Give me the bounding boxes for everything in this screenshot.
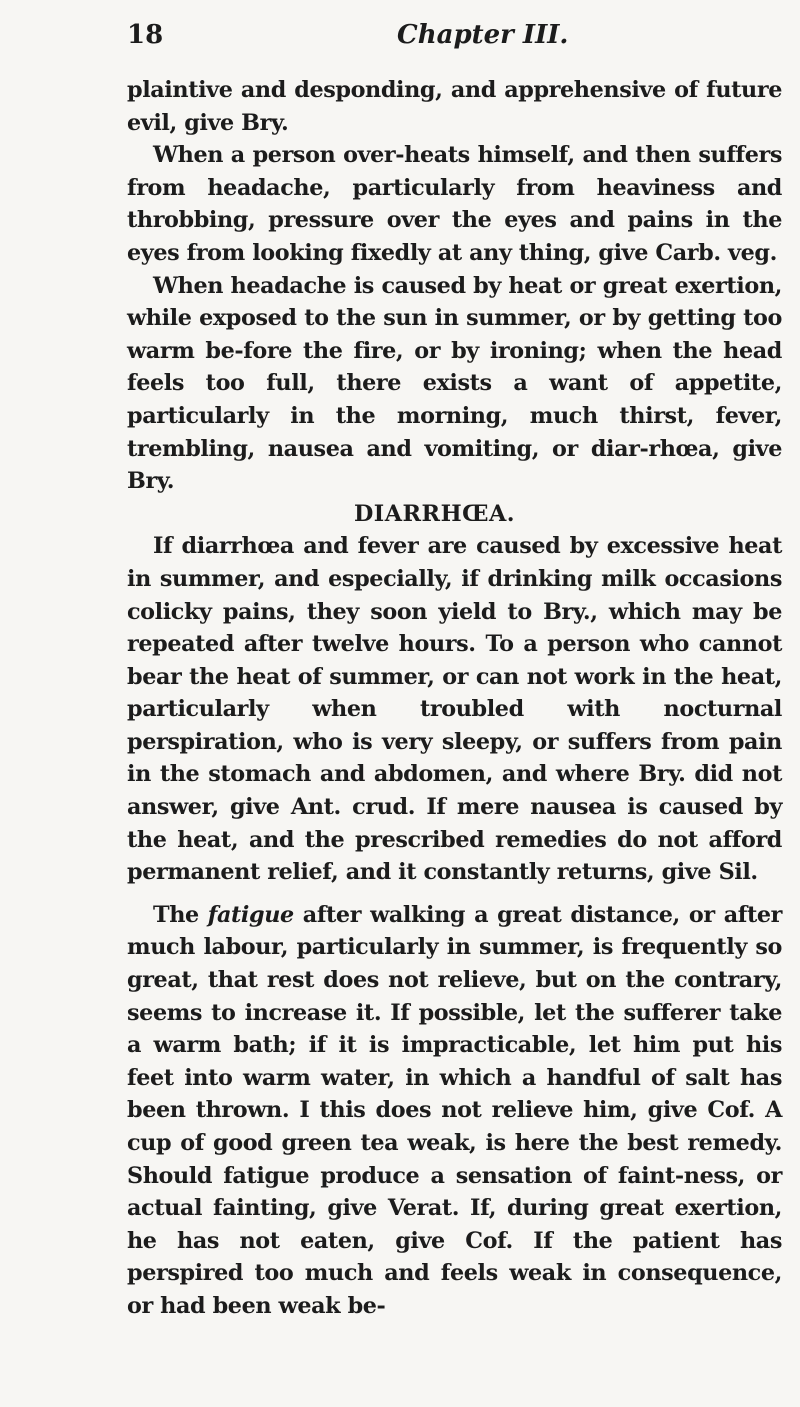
fatigue-rest: after walking a great distance, or after much labour, particularly in summer, is frequently so great, that rest does not relieve, but on the contrary, seems to increase it. If possible, let the sufferer take a warm bath; if it is impracticable, let him put his feet into warm water, in which a handful of salt has been thrown. I this does not relieve him, give Cof. A cup of good green tea weak, is here the best remedy. Should fatigue produce a sensation of faint-ness, or actual fainting, give Verat. If, during great exertion, he has not eaten, give Cof. If the patient has perspired too much and feels weak in consequence, or had been weak be-: [127, 901, 782, 1319]
section-heading: DIARRHŒA.: [353, 500, 516, 527]
paragraph-fatigue: [127, 899, 782, 1323]
page-number: 18: [127, 20, 164, 50]
paragraph-overheating: When a person over-heats himself, and then suffers from headache, particularly from heaviness and throbbing, pressure over the eyes and pains in the eyes from looking fixedly at any thing, give Carb. veg.: [127, 142, 782, 266]
paragraph-gap: [127, 889, 782, 899]
fatigue-lead: The: [153, 901, 208, 928]
body-text: [127, 74, 782, 1323]
page-header: [127, 20, 767, 60]
paragraph-headache-heat: When headache is caused by heat or great exertion, while exposed to the sun in summer, or by getting too warm be-fore the fire, or by ironing; when the head feels too full, there exists a want of appetite, particularly in the morning, much thirst, fever, trembling, nausea and vomiting, or diar-rhœa, give Bry.: [127, 272, 782, 495]
paragraph-continuation: plaintive and desponding, and apprehensive of future evil, give Bry.: [127, 77, 782, 136]
paragraph-diarrhoea: If diarrhœa and fever are caused by excessive heat in summer, and especially, if drinking milk occasions colicky pains, they soon yield to Bry., which may be repeated after twelve hours. To a person who cannot bear the heat of summer, or can not work in the heat, particularly when troubled with nocturnal perspiration, who is very sleepy, or suffers from pain in the stomach and abdomen, and where Bry. did not answer, give Ant. crud. If mere nausea is caused by the heat, and the prescribed remedies do not afford permanent relief, and it constantly returns, give Sil.: [127, 533, 782, 886]
fatigue-italic: fatigue: [207, 901, 294, 928]
running-head: Chapter III.: [397, 20, 569, 50]
